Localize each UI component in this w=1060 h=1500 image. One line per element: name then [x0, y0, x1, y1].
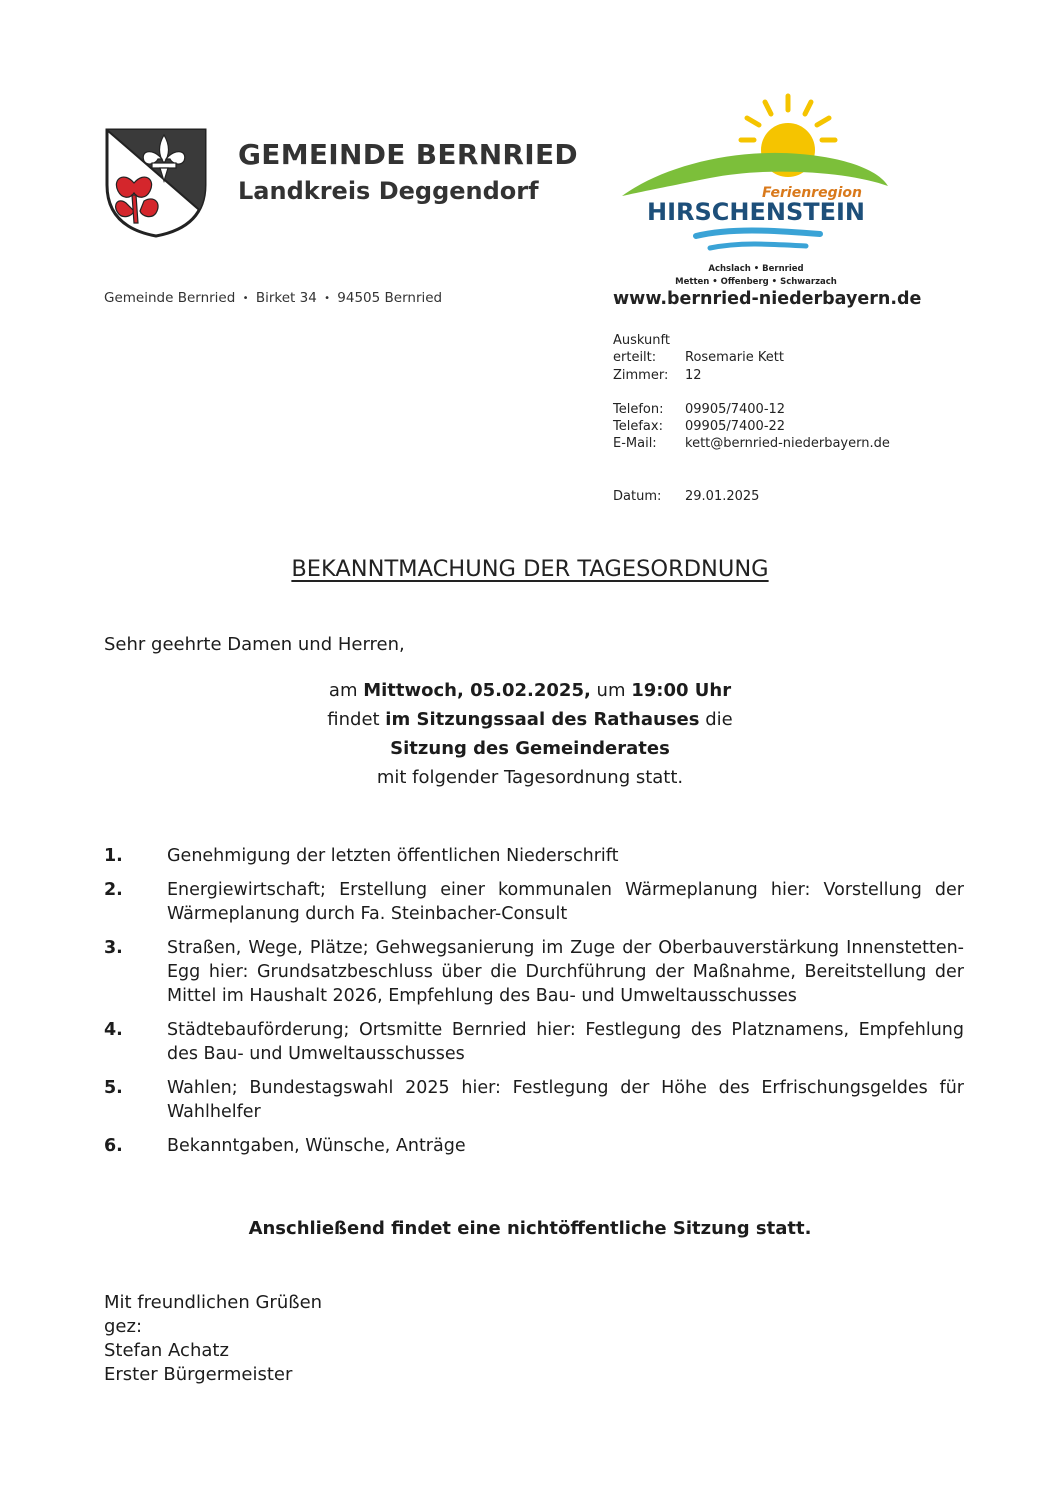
agenda-text: Energiewirtschaft; Erstellung einer kommunalen Wärmeplanung hier: Vorstellung der Wärmeplanung durch Fa. Steinbacher-Consult: [167, 880, 964, 924]
intro-line-4: mit folgender Tagesordnung statt.: [376, 767, 684, 788]
sender-city: 94505 Bernried: [337, 290, 443, 306]
page-title-text: BEKANNTMACHUNG DER TAGESORDNUNG: [291, 556, 769, 582]
agenda-item: [104, 1134, 964, 1158]
intro-line-3: [0, 738, 1060, 759]
contact-label: Zimmer:: [613, 368, 669, 383]
logo-tagline: Ferienregion: [762, 185, 862, 201]
contact-info-label: Auskunft: [613, 333, 670, 348]
website-link: www.bernried-niederbayern.de: [613, 289, 922, 309]
separator-dot: •: [324, 293, 330, 304]
signature-greeting: Mit freundlichen Grüßen: [104, 1292, 323, 1313]
contact-row: [613, 350, 784, 365]
logo-name: HIRSCHENSTEIN: [646, 198, 866, 226]
contact-row: [613, 402, 785, 417]
intro-text: die: [699, 709, 733, 730]
logo-towns-2: Metten • Offenberg • Schwarzach: [675, 277, 837, 287]
salutation: Sehr geehrte Damen und Herren,: [104, 634, 405, 655]
ferienregion-logo: [620, 88, 892, 290]
agenda-number: 5.: [104, 1078, 123, 1098]
agenda-item: [104, 1076, 964, 1124]
municipal-crest: [104, 127, 208, 239]
contact-email: kett@bernried-niederbayern.de: [685, 436, 890, 451]
signature-name: Stefan Achatz: [104, 1340, 229, 1361]
contact-label: Telefon:: [613, 402, 664, 417]
sender-address-line: [104, 290, 442, 306]
contact-value: Rosemarie Kett: [685, 350, 784, 365]
separator-dot: •: [242, 293, 249, 304]
intro-line-1: [0, 680, 1060, 701]
contact-value: 12: [685, 368, 702, 383]
org-name: GEMEINDE BERNRIED: [238, 138, 578, 171]
page-title: [0, 556, 1060, 582]
date-row: [613, 489, 759, 504]
org-district: Landkreis Deggendorf: [238, 177, 539, 205]
contact-row: [613, 419, 785, 434]
sender-street: Birket 34: [255, 290, 317, 306]
contact-row: [613, 436, 890, 451]
agenda-text: Bekanntgaben, Wünsche, Anträge: [167, 1136, 466, 1156]
agenda-number: 2.: [104, 880, 123, 900]
agenda-item: [104, 936, 964, 1008]
date-value: 29.01.2025: [685, 489, 760, 504]
agenda-text: Wahlen; Bundestagswahl 2025 hier: Festlegung der Höhe des Erfrischungsgeldes für Wahlhelfer: [167, 1078, 964, 1122]
contact-label: erteilt:: [613, 350, 657, 365]
agenda-item: [104, 878, 964, 926]
meeting-time: 19:00 Uhr: [631, 680, 732, 701]
signature-gez: gez:: [104, 1316, 143, 1337]
agenda-text: Städtebauförderung; Ortsmitte Bernried hier: Festlegung des Platznamens, Empfehlung des Bau- und Umweltausschusses: [167, 1020, 964, 1064]
logo-towns-1: Achslach • Bernried: [708, 264, 804, 274]
agenda-list: [104, 844, 964, 1168]
contact-value: 09905/7400-12: [685, 402, 786, 417]
agenda-number: 3.: [104, 938, 123, 958]
intro-text: um: [590, 680, 632, 701]
contact-value: 09905/7400-22: [685, 419, 786, 434]
meeting-type: Sitzung des Gemeinderates: [390, 738, 670, 759]
agenda-text: Straßen, Wege, Plätze; Gehwegsanierung im Zuge der Oberbauverstärkung Innenstetten-Egg hier: Grundsatzbeschluss über die Durchführung der Maßnahme, Bereitstellung der Mittel im Haushalt 2026, Empfehlung des Bau- und Umweltausschusses: [167, 938, 964, 1006]
agenda-number: 4.: [104, 1020, 123, 1040]
contact-row: [613, 368, 702, 383]
agenda-text: Genehmigung der letzten öffentlichen Niederschrift: [167, 846, 619, 866]
intro-line-2: [0, 709, 1060, 730]
date-label: Datum:: [613, 489, 662, 504]
meeting-date: Mittwoch, 05.02.2025,: [363, 680, 591, 701]
contact-label: Telefax:: [613, 419, 663, 434]
meeting-place: im Sitzungssaal des Rathauses: [385, 709, 700, 730]
contact-label: E-Mail:: [613, 436, 657, 451]
agenda-number: 1.: [104, 846, 123, 866]
agenda-item: [104, 1018, 964, 1066]
closing-note: Anschließend findet eine nichtöffentliche Sitzung statt.: [248, 1218, 812, 1239]
agenda-number: 6.: [104, 1136, 123, 1156]
intro-text: am: [328, 680, 364, 701]
sender-name: Gemeinde Bernried: [104, 290, 236, 306]
intro-text: findet: [327, 709, 386, 730]
signature-title: Erster Bürgermeister: [104, 1364, 293, 1385]
agenda-item: [104, 844, 964, 868]
